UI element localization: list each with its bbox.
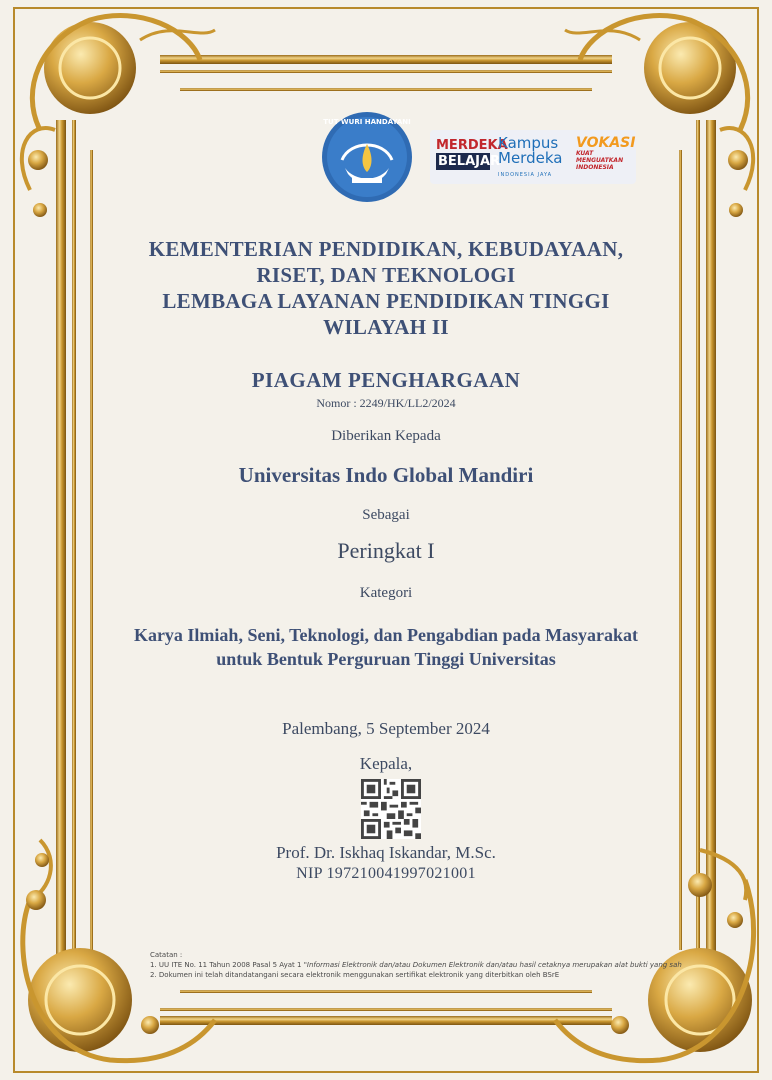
recipient-name: Universitas Indo Global Mandiri	[238, 463, 534, 487]
note-1-prefix: 1. UU ITE No. 11 Tahun 2008 Pasal 5 Ayat 1 "	[150, 961, 307, 969]
kampus-merdeka-logo	[498, 136, 568, 183]
category-label: Kategori	[359, 585, 413, 601]
note-1-quote: Informasi Elektronik dan/atau Dokumen Elektronik dan/atau hasil cetaknya merupakan alat bukti yang sah	[306, 961, 682, 969]
ministry-line-4: WILAYAH II	[323, 315, 449, 339]
kampus-merdeka-sub: INDONESIA JAYA	[498, 172, 553, 178]
category-line-1: Karya Ilmiah, Seni, Teknologi, dan Pengabdian pada Masyarakat	[133, 625, 639, 645]
ministry-line-3: LEMBAGA LAYANAN PENDIDIKAN TINGGI	[162, 289, 610, 313]
kampus-merdeka-line1: Kampus	[498, 134, 559, 152]
as-label: Sebagai	[362, 507, 410, 523]
notes-heading: Catatan :	[150, 951, 183, 959]
corner-ornament-top-left	[22, 16, 215, 217]
ministry-line-2: RISET, DAN TEKNOLOGI	[256, 263, 516, 287]
ministry-line-1: KEMENTERIAN PENDIDIKAN, KEBUDAYAAN,	[148, 237, 624, 261]
vokasi-line1: VOKASI	[576, 135, 636, 151]
signer-nip: NIP 197210041997021001	[296, 865, 476, 882]
note-1	[150, 960, 710, 970]
category-value	[90, 623, 682, 671]
vokasi-line2: KUAT MENGUATKAN	[576, 150, 624, 164]
ministry-heading	[110, 236, 662, 340]
note-2: 2. Dokumen ini telah ditandatangani secara elektronik menggunakan sertifikat elektronik yang diterbitkan oleh BSrE	[150, 971, 560, 979]
merdeka-belajar-line2: BELAJAR	[438, 154, 501, 169]
signer-name: Prof. Dr. Iskhaq Iskandar, M.Sc.	[276, 843, 496, 862]
vokasi-line3: INDONESIA	[576, 164, 614, 171]
logo-row	[210, 110, 650, 205]
place-date: Palembang, 5 September 2024	[282, 719, 490, 738]
legal-notes	[150, 950, 710, 980]
qr-code-signature	[361, 779, 421, 839]
kampus-merdeka-line2: Merdeka	[498, 149, 563, 167]
certificate-number: Nomor : 2249/HK/LL2/2024	[316, 396, 456, 410]
merdeka-belajar-line1: MERDEKA	[436, 138, 508, 153]
merdeka-belajar-logo	[436, 138, 508, 170]
signer-position: Kepala,	[359, 754, 413, 773]
program-brand-logos	[430, 130, 636, 184]
certificate-title: PIAGAM PENGHARGAAN	[251, 368, 521, 392]
category-line-2: untuk Bentuk Perguruan Tinggi Universitas	[216, 649, 556, 669]
tut-wuri-handayani-text: TUT WURI HANDAYANI	[323, 118, 411, 126]
given-to-label: Diberikan Kepada	[331, 428, 441, 444]
rank-value: Peringkat I	[337, 538, 435, 563]
vokasi-logo	[576, 136, 634, 171]
